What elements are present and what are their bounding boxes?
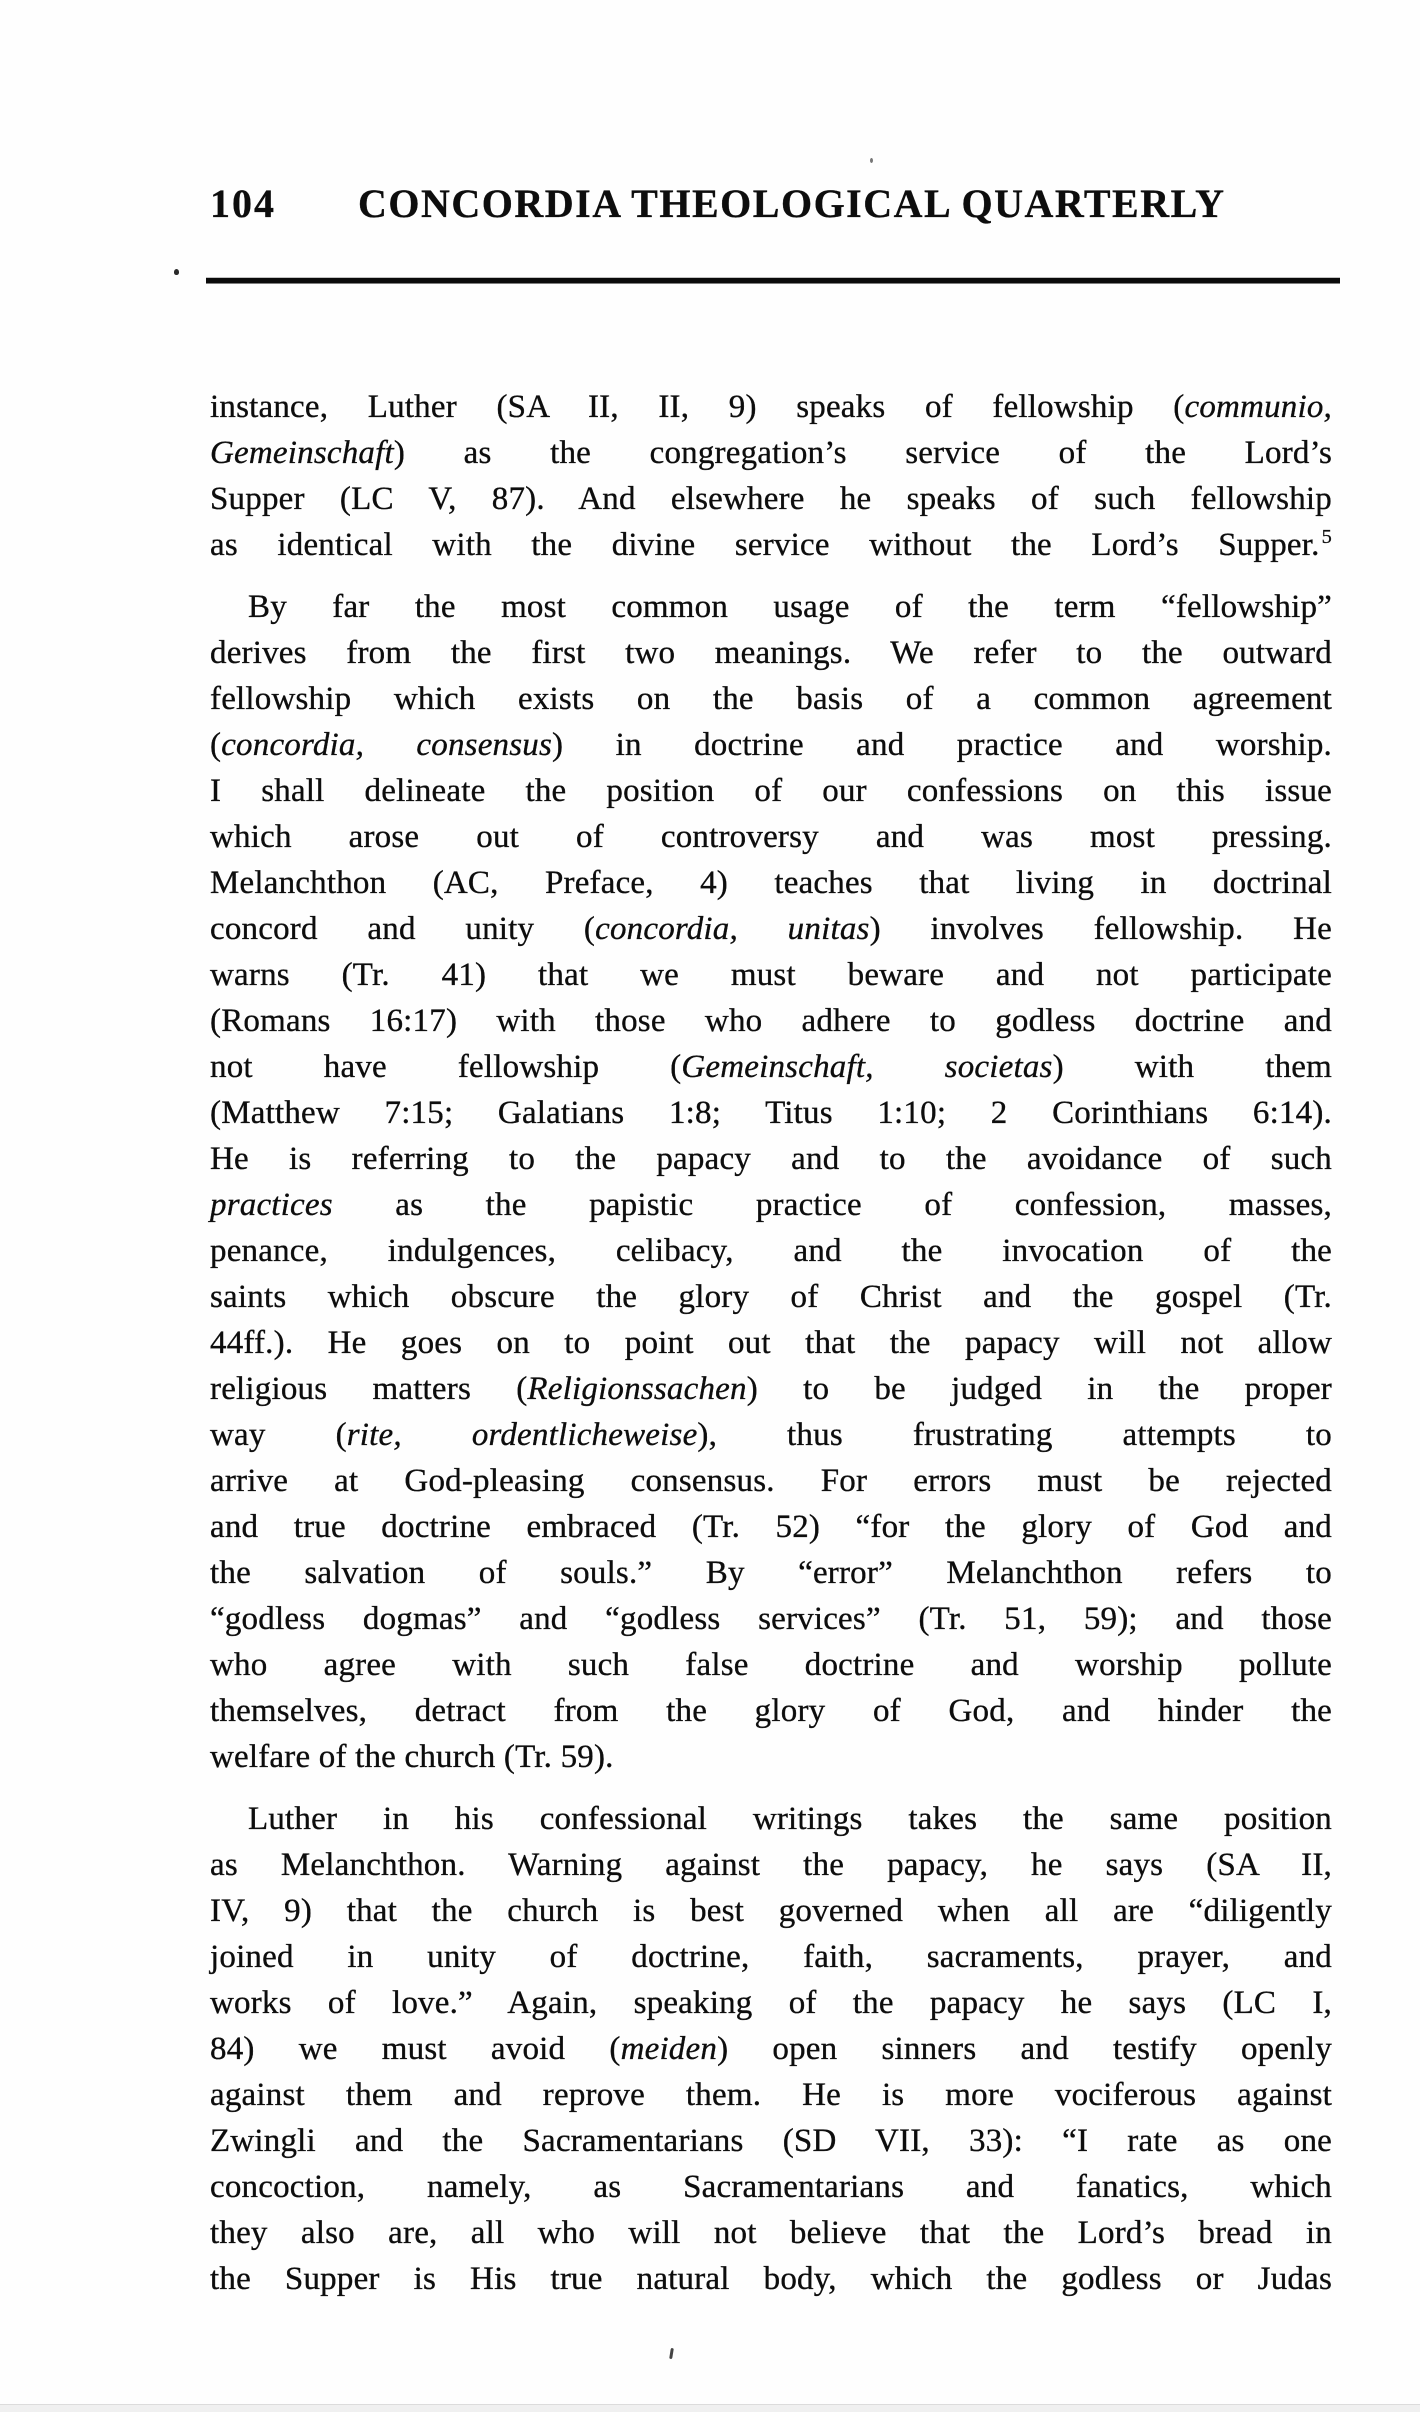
- text-line: [210, 860, 1332, 906]
- text-line: [210, 384, 1332, 430]
- paragraph: [210, 1796, 1332, 2302]
- text-segment: the Supper is His true natural body, which the godless or Judas: [210, 2261, 1332, 2297]
- text-segment: themselves, detract from the glory of God, and hinder the: [210, 1693, 1332, 1729]
- text-line: [210, 476, 1332, 522]
- text-line: [210, 1888, 1332, 1934]
- text-segment: they also are, all who will not believe that the Lord’s bread in: [210, 2215, 1332, 2251]
- text-segment: ) in doctrine and practice and worship.: [552, 727, 1332, 763]
- text-segment: joined in unity of doctrine, faith, sacraments, prayer, and: [210, 1939, 1332, 1975]
- text-line: [210, 2026, 1332, 2072]
- text-line: [210, 906, 1332, 952]
- text-segment: ) as the congregation’s service of the Lord’s: [393, 435, 1332, 471]
- text-line: [210, 1550, 1332, 1596]
- italic-text-segment: Gemeinschaft, societas: [681, 1049, 1053, 1085]
- text-segment: which arose out of controversy and was most pressing.: [210, 819, 1332, 855]
- text-segment: (Matthew 7:15; Galatians 1:8; Titus 1:10; 2 Corinthians 6:14).: [210, 1095, 1332, 1131]
- text-segment: way (: [210, 1417, 347, 1453]
- bottom-scan-edge: [0, 2404, 1420, 2412]
- text-line: [210, 1412, 1332, 1458]
- text-segment: concoction, namely, as Sacramentarians and fanatics, which: [210, 2169, 1332, 2205]
- italic-text-segment: rite, ordentlicheweise: [346, 1417, 698, 1453]
- text-line: [210, 1274, 1332, 1320]
- text-line: [210, 722, 1332, 768]
- paragraph: [210, 384, 1332, 568]
- text-segment: “godless dogmas” and “godless services” (Tr. 51, 59); and those: [210, 1601, 1332, 1637]
- text-segment: ) involves fellowship. He: [869, 911, 1332, 947]
- text-line: [210, 2164, 1332, 2210]
- paragraph: [210, 584, 1332, 1780]
- text-segment: By far the most common usage of the term “fellowship”: [248, 589, 1332, 625]
- text-line: [210, 522, 1332, 568]
- text-segment: welfare of the church (Tr. 59).: [210, 1739, 614, 1775]
- text-segment: against them and reprove them. He is more vociferous against: [210, 2077, 1332, 2113]
- text-segment: 84) we must avoid (: [210, 2031, 621, 2067]
- text-line: [210, 1044, 1332, 1090]
- scan-artifact-mark-bottom-center: [669, 2348, 674, 2359]
- text-segment: as identical with the divine service without the Lord’s Supper.: [210, 527, 1320, 563]
- italic-text-segment: concordia, consensus: [221, 727, 553, 763]
- text-line: [210, 2256, 1332, 2302]
- text-segment: IV, 9) that the church is best governed when all are “diligently: [210, 1893, 1332, 1929]
- italic-text-segment: communio,: [1184, 389, 1332, 425]
- page-number: 104: [210, 181, 276, 226]
- text-line: [210, 1980, 1332, 2026]
- footnote-marker: 5: [1321, 526, 1332, 548]
- text-line: [210, 2118, 1332, 2164]
- text-segment: Zwingli and the Sacramentarians (SD VII, 33): “I rate as one: [210, 2123, 1332, 2159]
- text-segment: Luther in his confessional writings takes the same position: [248, 1801, 1332, 1837]
- text-line: [210, 814, 1332, 860]
- text-line: [210, 1320, 1332, 1366]
- text-line: [210, 1228, 1332, 1274]
- text-segment: 44ff.). He goes on to point out that the papacy will not allow: [210, 1325, 1332, 1361]
- italic-text-segment: concordia, unitas: [595, 911, 870, 947]
- text-line: [210, 2072, 1332, 2118]
- text-segment: ) with them: [1052, 1049, 1333, 1085]
- text-line: [210, 1842, 1332, 1888]
- text-segment: works of love.” Again, speaking of the papacy he says (LC I,: [210, 1985, 1332, 2021]
- text-segment: as Melanchthon. Warning against the papacy, he says (SA II,: [210, 1847, 1332, 1883]
- text-line: [210, 584, 1332, 630]
- text-segment: derives from the first two meanings. We refer to the outward: [210, 635, 1332, 671]
- text-segment: I shall delineate the position of our confessions on this issue: [210, 773, 1332, 809]
- text-line: [210, 1090, 1332, 1136]
- text-line: [210, 676, 1332, 722]
- page-header: [210, 180, 1340, 224]
- text-line: [210, 630, 1332, 676]
- text-segment: fellowship which exists on the basis of a common agreement: [210, 681, 1332, 717]
- text-segment: ) to be judged in the proper: [746, 1371, 1332, 1407]
- text-line: [210, 1796, 1332, 1842]
- text-segment: (Romans 16:17) with those who adhere to godless doctrine and: [210, 1003, 1332, 1039]
- text-line: [210, 1366, 1332, 1412]
- text-line: [210, 1934, 1332, 1980]
- text-line: [210, 1182, 1332, 1228]
- text-segment: who agree with such false doctrine and worship pollute: [210, 1647, 1332, 1683]
- text-line: [210, 768, 1332, 814]
- text-line: [210, 1642, 1332, 1688]
- text-line: [210, 1688, 1332, 1734]
- text-line: [210, 2210, 1332, 2256]
- text-segment: the salvation of souls.” By “error” Melanchthon refers to: [210, 1555, 1332, 1591]
- header-rule: [206, 278, 1340, 283]
- text-line: [210, 1734, 1332, 1780]
- italic-text-segment: Gemeinschaft: [210, 435, 394, 471]
- text-segment: Supper (LC V, 87). And elsewhere he speaks of such fellowship: [210, 481, 1332, 517]
- text-line: [210, 1458, 1332, 1504]
- text-segment: religious matters (: [210, 1371, 528, 1407]
- text-line: [210, 1596, 1332, 1642]
- italic-text-segment: Religionssachen: [527, 1371, 747, 1407]
- text-segment: saints which obscure the glory of Christ and the gospel (Tr.: [210, 1279, 1332, 1315]
- scan-artifact-dot-above-header: [870, 158, 873, 163]
- italic-text-segment: practices: [210, 1187, 333, 1223]
- text-segment: Melanchthon (AC, Preface, 4) teaches that living in doctrinal: [210, 865, 1332, 901]
- text-segment: instance, Luther (SA II, II, 9) speaks of fellowship (: [210, 389, 1185, 425]
- journal-title: CONCORDIA THEOLOGICAL QUARTERLY: [358, 181, 1226, 226]
- text-line: [210, 430, 1332, 476]
- text-segment: not have fellowship (: [210, 1049, 682, 1085]
- text-segment: arrive at God-pleasing consensus. For errors must be rejected: [210, 1463, 1332, 1499]
- text-segment: (: [210, 727, 222, 763]
- text-segment: ) open sinners and testify openly: [717, 2031, 1332, 2067]
- italic-text-segment: meiden: [620, 2031, 718, 2067]
- text-segment: penance, indulgences, celibacy, and the invocation of the: [210, 1233, 1332, 1269]
- text-segment: He is referring to the papacy and to the avoidance of such: [210, 1141, 1332, 1177]
- text-segment: ), thus frustrating attempts to: [697, 1417, 1332, 1453]
- scan-artifact-dot-left-of-rule: [174, 269, 179, 275]
- text-segment: concord and unity (: [210, 911, 596, 947]
- text-block: [210, 384, 1332, 2302]
- text-line: [210, 1136, 1332, 1182]
- text-segment: as the papistic practice of confession, masses,: [332, 1187, 1332, 1223]
- text-segment: warns (Tr. 41) that we must beware and not participate: [210, 957, 1332, 993]
- text-line: [210, 952, 1332, 998]
- text-segment: and true doctrine embraced (Tr. 52) “for the glory of God and: [210, 1509, 1332, 1545]
- text-line: [210, 998, 1332, 1044]
- text-line: [210, 1504, 1332, 1550]
